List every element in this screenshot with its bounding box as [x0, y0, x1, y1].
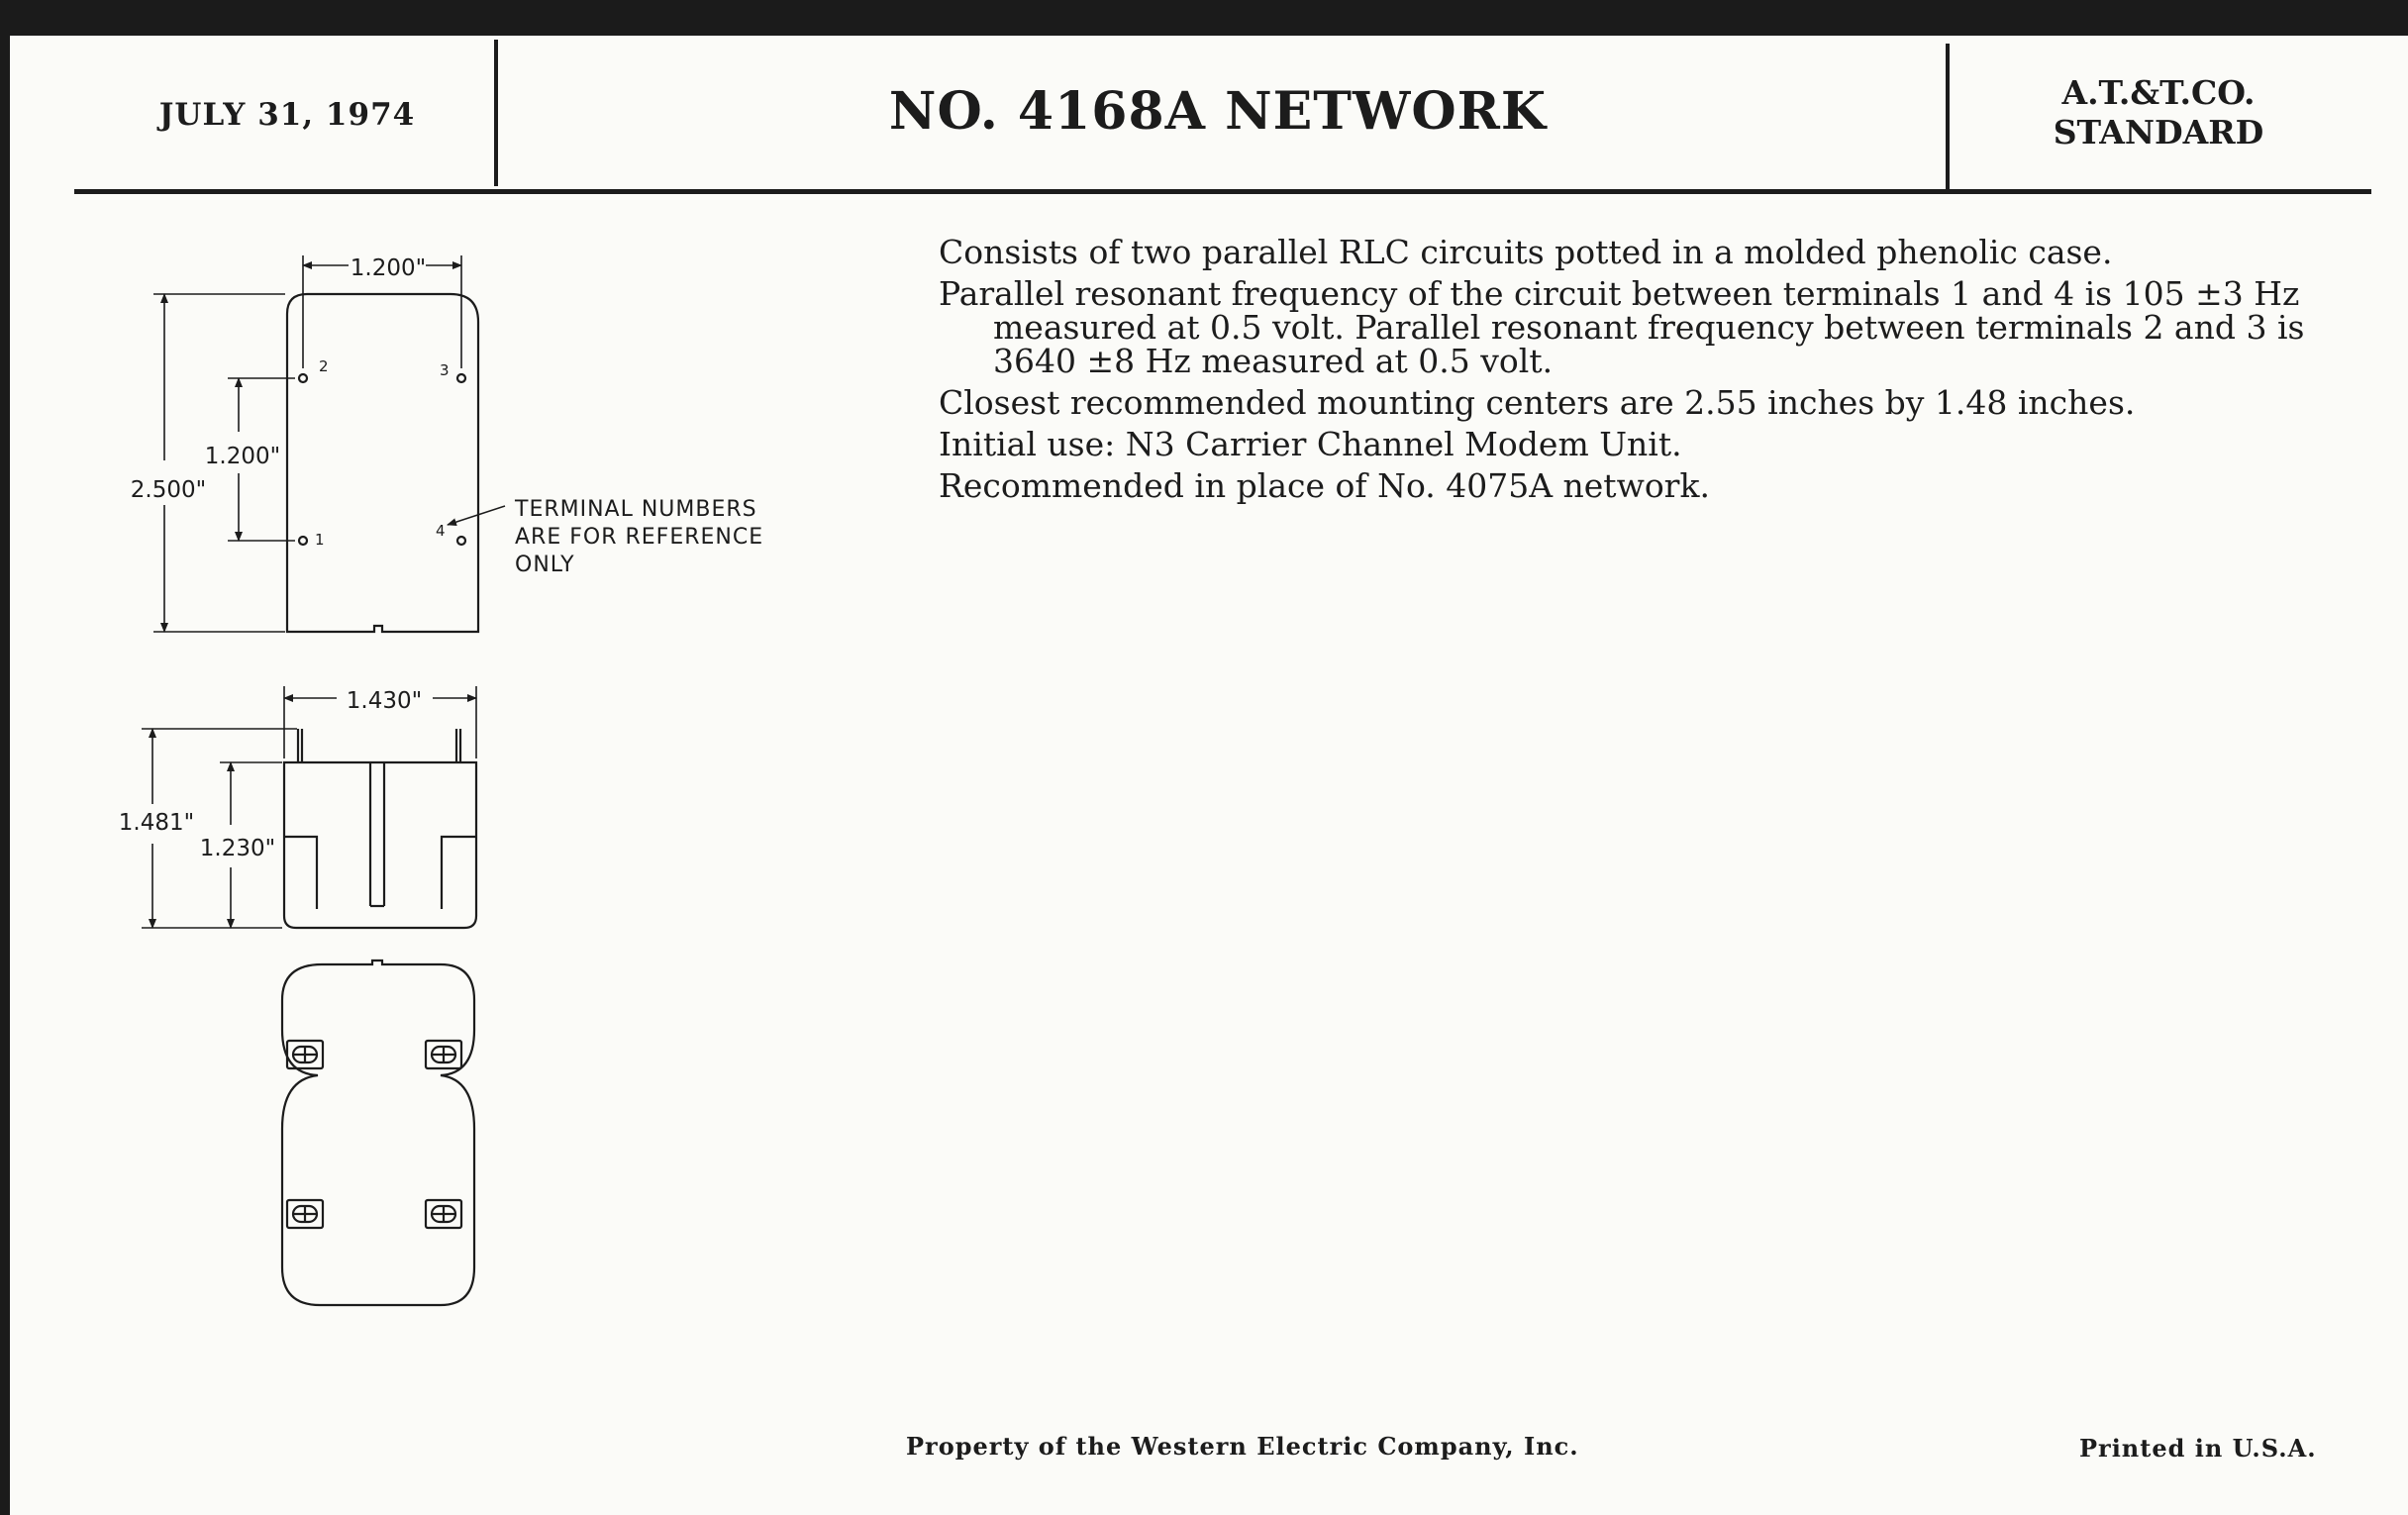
dim-side-body-height: 1.230" [199, 836, 276, 861]
terminal-note: ARE FOR REFERENCE [515, 525, 764, 550]
side-view [284, 729, 476, 928]
standard-line2: STANDARD [2053, 113, 2264, 152]
description-line: Parallel resonant frequency of the circuit between terminals 1 and 4 is 105 ±3 Hz measured at 0.5 volt. Parallel resonant frequency between terminals 2 and 3 is 3640 ±8 Hz measured at 0.5 volt. [939, 274, 2305, 380]
terminal-label: 2 [319, 357, 329, 375]
description-line: Initial use: N3 Carrier Channel Modem Unit. [939, 425, 1682, 463]
terminal-note: ONLY [515, 553, 575, 577]
dim-top-width: 1.200" [350, 255, 427, 281]
terminal-note: TERMINAL NUMBERS [515, 497, 757, 522]
description-line: Consists of two parallel RLC circuits potted in a molded phenolic case. [939, 233, 2113, 271]
property-note: Property of the Western Electric Company, Inc. [906, 1432, 1579, 1461]
issue-date: JULY 31, 1974 [158, 97, 416, 133]
mounting-clip [426, 1041, 461, 1068]
dim-side-width: 1.430" [346, 688, 423, 714]
standard-line1: A.T.&T.CO. [2061, 73, 2256, 112]
dim-side-total-height: 1.481" [118, 810, 195, 836]
terminal-label: 3 [440, 361, 450, 379]
mounting-clip [426, 1200, 461, 1228]
page-title: NO. 4168A NETWORK [888, 81, 1548, 142]
dim-height: 2.500" [130, 477, 207, 503]
terminal-label: 1 [315, 531, 325, 549]
description-line: Closest recommended mounting centers are 2.55 inches by 1.48 inches. [939, 383, 2136, 422]
printed-note: Printed in U.S.A. [2079, 1434, 2317, 1463]
mounting-clip [287, 1200, 323, 1228]
bottom-view [282, 960, 474, 1305]
front-view [287, 294, 478, 632]
dim-terminal-spacing: 1.200" [204, 444, 281, 469]
terminal-label: 4 [436, 522, 446, 540]
description-line: Recommended in place of No. 4075A network. [939, 466, 1710, 505]
